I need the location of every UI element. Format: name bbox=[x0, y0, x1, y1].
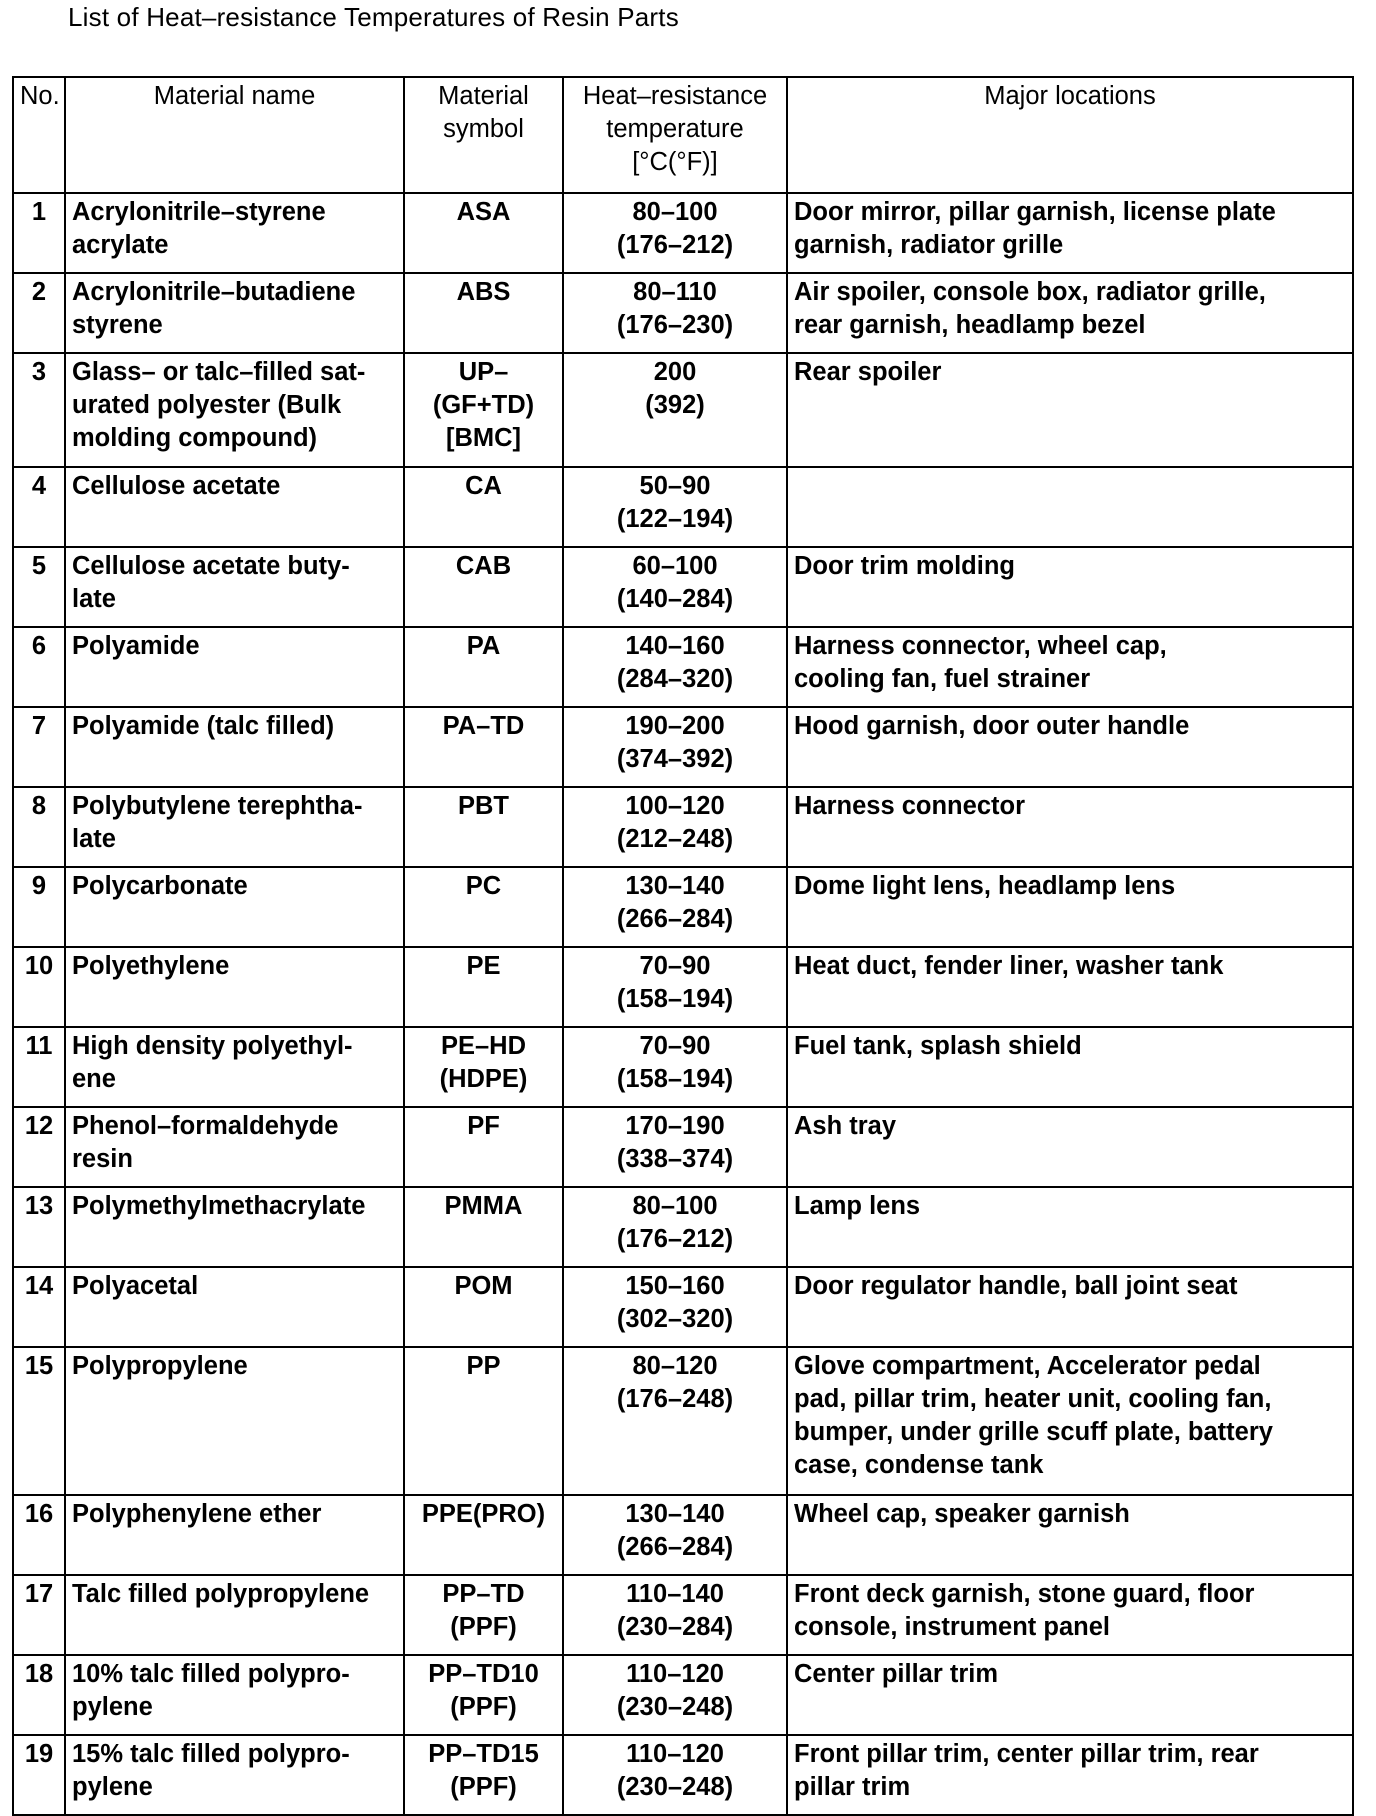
cell-no bbox=[13, 867, 65, 947]
cell-no bbox=[13, 1107, 65, 1187]
cell-major-locations-line: cooling fan, fuel strainer bbox=[794, 665, 1091, 693]
cell-major-locations bbox=[787, 1187, 1353, 1267]
cell-material-symbol bbox=[404, 1267, 563, 1347]
header-major-locations bbox=[787, 77, 1353, 193]
cell-heat-resistance-line: (230–248) bbox=[616, 1773, 734, 1801]
cell-heat-resistance-line: (122–194) bbox=[616, 505, 734, 533]
cell-heat-resistance-line: (392) bbox=[645, 391, 705, 419]
cell-heat-resistance bbox=[563, 707, 787, 787]
table-row bbox=[13, 707, 1353, 787]
cell-no bbox=[13, 627, 65, 707]
cell-material-name-line: Cellulose acetate buty- bbox=[72, 552, 350, 580]
cell-material-symbol-line: (GF+TD) bbox=[432, 391, 535, 419]
cell-major-locations-line: rear garnish, headlamp bezel bbox=[794, 311, 1146, 339]
cell-material-symbol-line: (PPF) bbox=[450, 1693, 517, 1721]
table-row bbox=[13, 193, 1353, 273]
header-material-name-label: Material name bbox=[153, 82, 316, 110]
cell-major-locations bbox=[787, 1347, 1353, 1495]
cell-material-symbol bbox=[404, 1027, 563, 1107]
cell-heat-resistance-line: 60–100 bbox=[632, 552, 718, 580]
cell-heat-resistance bbox=[563, 1495, 787, 1575]
cell-no-text: 14 bbox=[24, 1272, 54, 1300]
table-row bbox=[13, 627, 1353, 707]
cell-material-symbol-line: PP bbox=[466, 1352, 501, 1380]
header-heat-resistance-line: Heat–resistance bbox=[582, 82, 768, 110]
cell-material-name-line: Polyphenylene ether bbox=[72, 1500, 322, 1528]
cell-material-name bbox=[65, 787, 404, 867]
cell-no bbox=[13, 947, 65, 1027]
cell-no bbox=[13, 1027, 65, 1107]
cell-heat-resistance-line: 130–140 bbox=[625, 1500, 725, 1528]
table-row bbox=[13, 1187, 1353, 1267]
cell-material-name bbox=[65, 627, 404, 707]
cell-major-locations bbox=[787, 1495, 1353, 1575]
cell-no-text: 16 bbox=[24, 1500, 54, 1528]
cell-heat-resistance-line: (284–320) bbox=[616, 665, 734, 693]
cell-material-symbol-line: PMMA bbox=[444, 1192, 523, 1220]
cell-major-locations-line: Wheel cap, speaker garnish bbox=[794, 1500, 1130, 1528]
cell-material-symbol-line: PA–TD bbox=[442, 712, 525, 740]
cell-major-locations bbox=[787, 1267, 1353, 1347]
cell-no bbox=[13, 1495, 65, 1575]
cell-material-name-line: 10% talc filled polypro- bbox=[72, 1660, 350, 1688]
cell-material-name-line: Polyamide bbox=[72, 632, 200, 660]
cell-major-locations-line: console, instrument panel bbox=[794, 1613, 1110, 1641]
cell-major-locations bbox=[787, 547, 1353, 627]
cell-material-name-line: Acrylonitrile–styrene bbox=[72, 198, 326, 226]
cell-major-locations bbox=[787, 1655, 1353, 1735]
cell-major-locations bbox=[787, 467, 1353, 547]
cell-heat-resistance-line: 100–120 bbox=[625, 792, 725, 820]
cell-major-locations-line: Heat duct, fender liner, washer tank bbox=[794, 952, 1224, 980]
cell-heat-resistance-line: (338–374) bbox=[616, 1145, 734, 1173]
cell-material-name bbox=[65, 707, 404, 787]
header-heat-resistance-line: temperature bbox=[606, 115, 744, 143]
cell-material-name-line: late bbox=[72, 585, 116, 613]
cell-no bbox=[13, 467, 65, 547]
cell-material-symbol bbox=[404, 1347, 563, 1495]
cell-material-symbol bbox=[404, 627, 563, 707]
cell-material-symbol-line: CAB bbox=[455, 552, 512, 580]
header-major-locations-label: Major locations bbox=[984, 82, 1156, 110]
cell-material-name bbox=[65, 467, 404, 547]
cell-no-text: 2 bbox=[31, 278, 47, 306]
cell-heat-resistance bbox=[563, 1107, 787, 1187]
header-heat-resistance bbox=[563, 77, 787, 193]
cell-no bbox=[13, 1187, 65, 1267]
cell-no bbox=[13, 273, 65, 353]
cell-heat-resistance-line: (140–284) bbox=[616, 585, 734, 613]
table-row bbox=[13, 1735, 1353, 1815]
cell-material-name bbox=[65, 867, 404, 947]
cell-no bbox=[13, 1267, 65, 1347]
cell-major-locations-line: Fuel tank, splash shield bbox=[794, 1032, 1082, 1060]
cell-material-name-line: ene bbox=[72, 1065, 116, 1093]
table-row bbox=[13, 1347, 1353, 1495]
cell-heat-resistance bbox=[563, 867, 787, 947]
cell-no-text: 3 bbox=[31, 358, 47, 386]
cell-no-text: 9 bbox=[31, 872, 47, 900]
cell-no-text: 12 bbox=[24, 1112, 54, 1140]
cell-heat-resistance-line: (230–284) bbox=[616, 1613, 734, 1641]
cell-major-locations bbox=[787, 353, 1353, 467]
header-material-symbol-line: symbol bbox=[443, 115, 524, 143]
cell-material-name-line: Talc filled polypropylene bbox=[72, 1580, 370, 1608]
cell-material-symbol-line: PP–TD10 bbox=[428, 1660, 539, 1688]
cell-heat-resistance-line: (266–284) bbox=[616, 905, 734, 933]
cell-heat-resistance-line: (302–320) bbox=[616, 1305, 734, 1333]
cell-major-locations-line: Harness connector, wheel cap, bbox=[794, 632, 1167, 660]
cell-major-locations-line: pillar trim bbox=[794, 1773, 911, 1801]
cell-material-symbol bbox=[404, 867, 563, 947]
cell-heat-resistance-line: 70–90 bbox=[639, 1032, 711, 1060]
cell-material-symbol-line: (PPF) bbox=[450, 1773, 517, 1801]
cell-material-symbol bbox=[404, 193, 563, 273]
resin-heat-resistance-table bbox=[12, 76, 1354, 1816]
cell-no-text: 17 bbox=[24, 1580, 54, 1608]
cell-no bbox=[13, 547, 65, 627]
cell-major-locations-line: Rear spoiler bbox=[794, 358, 942, 386]
cell-major-locations-line: Door regulator handle, ball joint seat bbox=[794, 1272, 1238, 1300]
cell-material-symbol bbox=[404, 707, 563, 787]
cell-heat-resistance bbox=[563, 547, 787, 627]
cell-material-symbol bbox=[404, 1575, 563, 1655]
cell-heat-resistance bbox=[563, 1575, 787, 1655]
cell-major-locations-line: Glove compartment, Accelerator pedal bbox=[794, 1352, 1261, 1380]
cell-material-symbol bbox=[404, 1655, 563, 1735]
cell-material-symbol-line: PP–TD bbox=[442, 1580, 525, 1608]
cell-material-name bbox=[65, 1495, 404, 1575]
table-row bbox=[13, 1107, 1353, 1187]
cell-major-locations bbox=[787, 787, 1353, 867]
cell-major-locations bbox=[787, 273, 1353, 353]
cell-major-locations-line: case, condense tank bbox=[794, 1451, 1044, 1479]
table-row bbox=[13, 1655, 1353, 1735]
header-no-label: No. bbox=[20, 82, 60, 110]
cell-material-symbol bbox=[404, 353, 563, 467]
cell-material-name bbox=[65, 1575, 404, 1655]
cell-heat-resistance bbox=[563, 1027, 787, 1107]
cell-major-locations bbox=[787, 627, 1353, 707]
cell-material-name bbox=[65, 1655, 404, 1735]
cell-major-locations-line: Hood garnish, door outer handle bbox=[794, 712, 1190, 740]
header-material-symbol bbox=[404, 77, 563, 193]
cell-no-text: 5 bbox=[31, 552, 47, 580]
cell-major-locations-line: Lamp lens bbox=[794, 1192, 921, 1220]
cell-heat-resistance-line: 130–140 bbox=[625, 872, 725, 900]
cell-heat-resistance-line: 110–120 bbox=[626, 1740, 724, 1768]
table-row bbox=[13, 547, 1353, 627]
header-material-symbol-line: Material bbox=[438, 82, 529, 110]
cell-heat-resistance bbox=[563, 353, 787, 467]
cell-material-name-line: Polycarbonate bbox=[72, 872, 248, 900]
cell-material-name-line: Phenol–formaldehyde bbox=[72, 1112, 339, 1140]
cell-material-name bbox=[65, 1267, 404, 1347]
cell-material-symbol-line: PC bbox=[465, 872, 502, 900]
cell-material-name-line: styrene bbox=[72, 311, 163, 339]
cell-no bbox=[13, 1575, 65, 1655]
cell-heat-resistance bbox=[563, 787, 787, 867]
cell-material-symbol bbox=[404, 1735, 563, 1815]
cell-major-locations-line: garnish, radiator grille bbox=[794, 231, 1064, 259]
cell-no-text: 13 bbox=[24, 1192, 54, 1220]
table-row bbox=[13, 467, 1353, 547]
cell-major-locations-line: Center pillar trim bbox=[794, 1660, 999, 1688]
cell-heat-resistance bbox=[563, 467, 787, 547]
cell-no-text: 1 bbox=[31, 198, 47, 226]
cell-heat-resistance-line: 70–90 bbox=[639, 952, 711, 980]
cell-material-symbol-line: PBT bbox=[458, 792, 509, 820]
cell-material-name bbox=[65, 1735, 404, 1815]
cell-heat-resistance bbox=[563, 273, 787, 353]
cell-no-text: 10 bbox=[24, 952, 54, 980]
table-row bbox=[13, 1267, 1353, 1347]
table-body bbox=[13, 193, 1353, 1815]
header-heat-resistance-line: [°C(°F)] bbox=[632, 148, 718, 176]
cell-major-locations-line: bumper, under grille scuff plate, battery bbox=[794, 1418, 1273, 1446]
cell-material-symbol bbox=[404, 467, 563, 547]
cell-material-symbol bbox=[404, 273, 563, 353]
cell-material-symbol-line: CA bbox=[465, 472, 502, 500]
cell-heat-resistance-line: 200 bbox=[653, 358, 697, 386]
cell-material-symbol-line: (HDPE) bbox=[439, 1065, 528, 1093]
cell-material-name-line: resin bbox=[72, 1145, 133, 1173]
table-row bbox=[13, 353, 1353, 467]
cell-heat-resistance bbox=[563, 947, 787, 1027]
cell-material-symbol-line: (PPF) bbox=[450, 1613, 517, 1641]
cell-material-symbol bbox=[404, 1495, 563, 1575]
cell-heat-resistance-line: (176–212) bbox=[616, 1225, 734, 1253]
cell-heat-resistance-line: (230–248) bbox=[616, 1693, 734, 1721]
cell-material-name-line: High density polyethyl- bbox=[72, 1032, 353, 1060]
cell-no bbox=[13, 193, 65, 273]
cell-heat-resistance-line: 150–160 bbox=[625, 1272, 725, 1300]
cell-material-symbol-line: PPE(PRO) bbox=[421, 1500, 546, 1528]
cell-material-symbol-line: PE bbox=[466, 952, 501, 980]
cell-heat-resistance-line: (176–248) bbox=[616, 1385, 734, 1413]
cell-heat-resistance bbox=[563, 1655, 787, 1735]
cell-material-name bbox=[65, 1347, 404, 1495]
cell-no bbox=[13, 1655, 65, 1735]
cell-major-locations-line: Dome light lens, headlamp lens bbox=[794, 872, 1176, 900]
cell-material-symbol bbox=[404, 547, 563, 627]
cell-material-symbol-line: UP– bbox=[458, 358, 509, 386]
cell-heat-resistance bbox=[563, 1267, 787, 1347]
cell-heat-resistance bbox=[563, 1347, 787, 1495]
cell-no-text: 6 bbox=[31, 632, 47, 660]
cell-no-text: 15 bbox=[24, 1352, 54, 1380]
cell-major-locations bbox=[787, 867, 1353, 947]
cell-major-locations bbox=[787, 947, 1353, 1027]
cell-heat-resistance-line: (176–230) bbox=[616, 311, 734, 339]
cell-no bbox=[13, 1735, 65, 1815]
cell-heat-resistance-line: 80–100 bbox=[632, 1192, 718, 1220]
cell-heat-resistance-line: 80–120 bbox=[632, 1352, 718, 1380]
cell-major-locations-line: Ash tray bbox=[794, 1112, 897, 1140]
cell-heat-resistance-line: (158–194) bbox=[616, 985, 734, 1013]
cell-material-name-line: Polypropylene bbox=[72, 1352, 248, 1380]
cell-material-symbol-line: PE–HD bbox=[440, 1032, 527, 1060]
cell-heat-resistance bbox=[563, 1735, 787, 1815]
cell-material-name bbox=[65, 547, 404, 627]
cell-major-locations-line: Front deck garnish, stone guard, floor bbox=[794, 1580, 1255, 1608]
cell-heat-resistance-line: 140–160 bbox=[625, 632, 725, 660]
cell-material-name-line: molding compound) bbox=[72, 424, 318, 452]
table-row bbox=[13, 1575, 1353, 1655]
cell-material-symbol bbox=[404, 1107, 563, 1187]
cell-heat-resistance bbox=[563, 193, 787, 273]
cell-material-symbol-line: ABS bbox=[456, 278, 511, 306]
cell-heat-resistance-line: 110–120 bbox=[626, 1660, 724, 1688]
cell-no bbox=[13, 353, 65, 467]
cell-material-name-line: Polybutylene terephtha- bbox=[72, 792, 363, 820]
cell-material-symbol-line: PA bbox=[466, 632, 501, 660]
cell-major-locations-line: Front pillar trim, center pillar trim, rear bbox=[794, 1740, 1259, 1768]
cell-heat-resistance-line: (176–212) bbox=[616, 231, 734, 259]
table-row bbox=[13, 1495, 1353, 1575]
cell-material-name-line: Polyethylene bbox=[72, 952, 230, 980]
cell-heat-resistance-line: (158–194) bbox=[616, 1065, 734, 1093]
cell-major-locations bbox=[787, 1107, 1353, 1187]
cell-no-text: 7 bbox=[31, 712, 47, 740]
table-header-row bbox=[13, 77, 1353, 193]
cell-heat-resistance-line: (266–284) bbox=[616, 1533, 734, 1561]
cell-no-text: 18 bbox=[24, 1660, 54, 1688]
cell-heat-resistance-line: 80–100 bbox=[632, 198, 718, 226]
cell-major-locations bbox=[787, 193, 1353, 273]
cell-no bbox=[13, 707, 65, 787]
cell-major-locations bbox=[787, 1735, 1353, 1815]
cell-major-locations bbox=[787, 707, 1353, 787]
table-row bbox=[13, 1027, 1353, 1107]
cell-material-symbol-line: POM bbox=[454, 1272, 513, 1300]
cell-material-name-line: pylene bbox=[72, 1693, 153, 1721]
cell-major-locations-line: Door mirror, pillar garnish, license plate bbox=[794, 198, 1276, 226]
cell-heat-resistance-line: (374–392) bbox=[616, 745, 734, 773]
cell-no-text: 19 bbox=[24, 1740, 54, 1768]
cell-heat-resistance-line: 50–90 bbox=[639, 472, 711, 500]
header-no bbox=[13, 77, 65, 193]
cell-heat-resistance-line: 170–190 bbox=[625, 1112, 725, 1140]
cell-heat-resistance-line: 190–200 bbox=[625, 712, 725, 740]
table-row bbox=[13, 787, 1353, 867]
cell-no bbox=[13, 787, 65, 867]
cell-major-locations-line: pad, pillar trim, heater unit, cooling fan, bbox=[794, 1385, 1272, 1413]
cell-heat-resistance-line: 80–110 bbox=[633, 278, 717, 306]
cell-material-name-line: late bbox=[72, 825, 116, 853]
cell-material-symbol-line: PF bbox=[467, 1112, 500, 1140]
cell-heat-resistance bbox=[563, 627, 787, 707]
cell-no-text: 8 bbox=[31, 792, 47, 820]
cell-major-locations-line: Air spoiler, console box, radiator grille, bbox=[794, 278, 1266, 306]
cell-major-locations bbox=[787, 1575, 1353, 1655]
cell-material-symbol-line: PP–TD15 bbox=[428, 1740, 539, 1768]
page-title: List of Heat–resistance Temperatures of Resin Parts bbox=[68, 2, 679, 32]
cell-material-name-line: acrylate bbox=[72, 231, 169, 259]
cell-heat-resistance-line: 110–140 bbox=[626, 1580, 724, 1608]
cell-material-name bbox=[65, 1187, 404, 1267]
cell-material-name bbox=[65, 273, 404, 353]
cell-material-name-line: pylene bbox=[72, 1773, 153, 1801]
cell-material-name bbox=[65, 947, 404, 1027]
cell-material-name-line: Glass– or talc–filled sat- bbox=[72, 358, 366, 386]
table-row bbox=[13, 947, 1353, 1027]
cell-material-symbol bbox=[404, 787, 563, 867]
cell-no bbox=[13, 1347, 65, 1495]
cell-no-text: 4 bbox=[31, 472, 47, 500]
cell-material-symbol-line: [BMC] bbox=[445, 424, 522, 452]
cell-material-name-line: 15% talc filled polypro- bbox=[72, 1740, 350, 1768]
cell-material-name bbox=[65, 1107, 404, 1187]
cell-no-text: 11 bbox=[25, 1032, 53, 1060]
cell-major-locations bbox=[787, 1027, 1353, 1107]
cell-material-symbol-line: ASA bbox=[456, 198, 511, 226]
cell-heat-resistance bbox=[563, 1187, 787, 1267]
cell-material-name-line: Cellulose acetate bbox=[72, 472, 281, 500]
cell-material-name-line: Polymethylmethacrylate bbox=[72, 1192, 366, 1220]
cell-material-symbol bbox=[404, 947, 563, 1027]
cell-material-name-line: Polyamide (talc filled) bbox=[72, 712, 335, 740]
cell-material-name bbox=[65, 193, 404, 273]
cell-material-name-line: urated polyester (Bulk bbox=[72, 391, 342, 419]
cell-material-symbol bbox=[404, 1187, 563, 1267]
cell-major-locations-line: Harness connector bbox=[794, 792, 1025, 820]
cell-material-name bbox=[65, 353, 404, 467]
cell-material-name bbox=[65, 1027, 404, 1107]
table-row bbox=[13, 867, 1353, 947]
table-row bbox=[13, 273, 1353, 353]
cell-heat-resistance-line: (212–248) bbox=[616, 825, 734, 853]
cell-material-name-line: Polyacetal bbox=[72, 1272, 199, 1300]
header-material-name bbox=[65, 77, 404, 193]
cell-major-locations-line: Door trim molding bbox=[794, 552, 1015, 580]
cell-material-name-line: Acrylonitrile–butadiene bbox=[72, 278, 356, 306]
